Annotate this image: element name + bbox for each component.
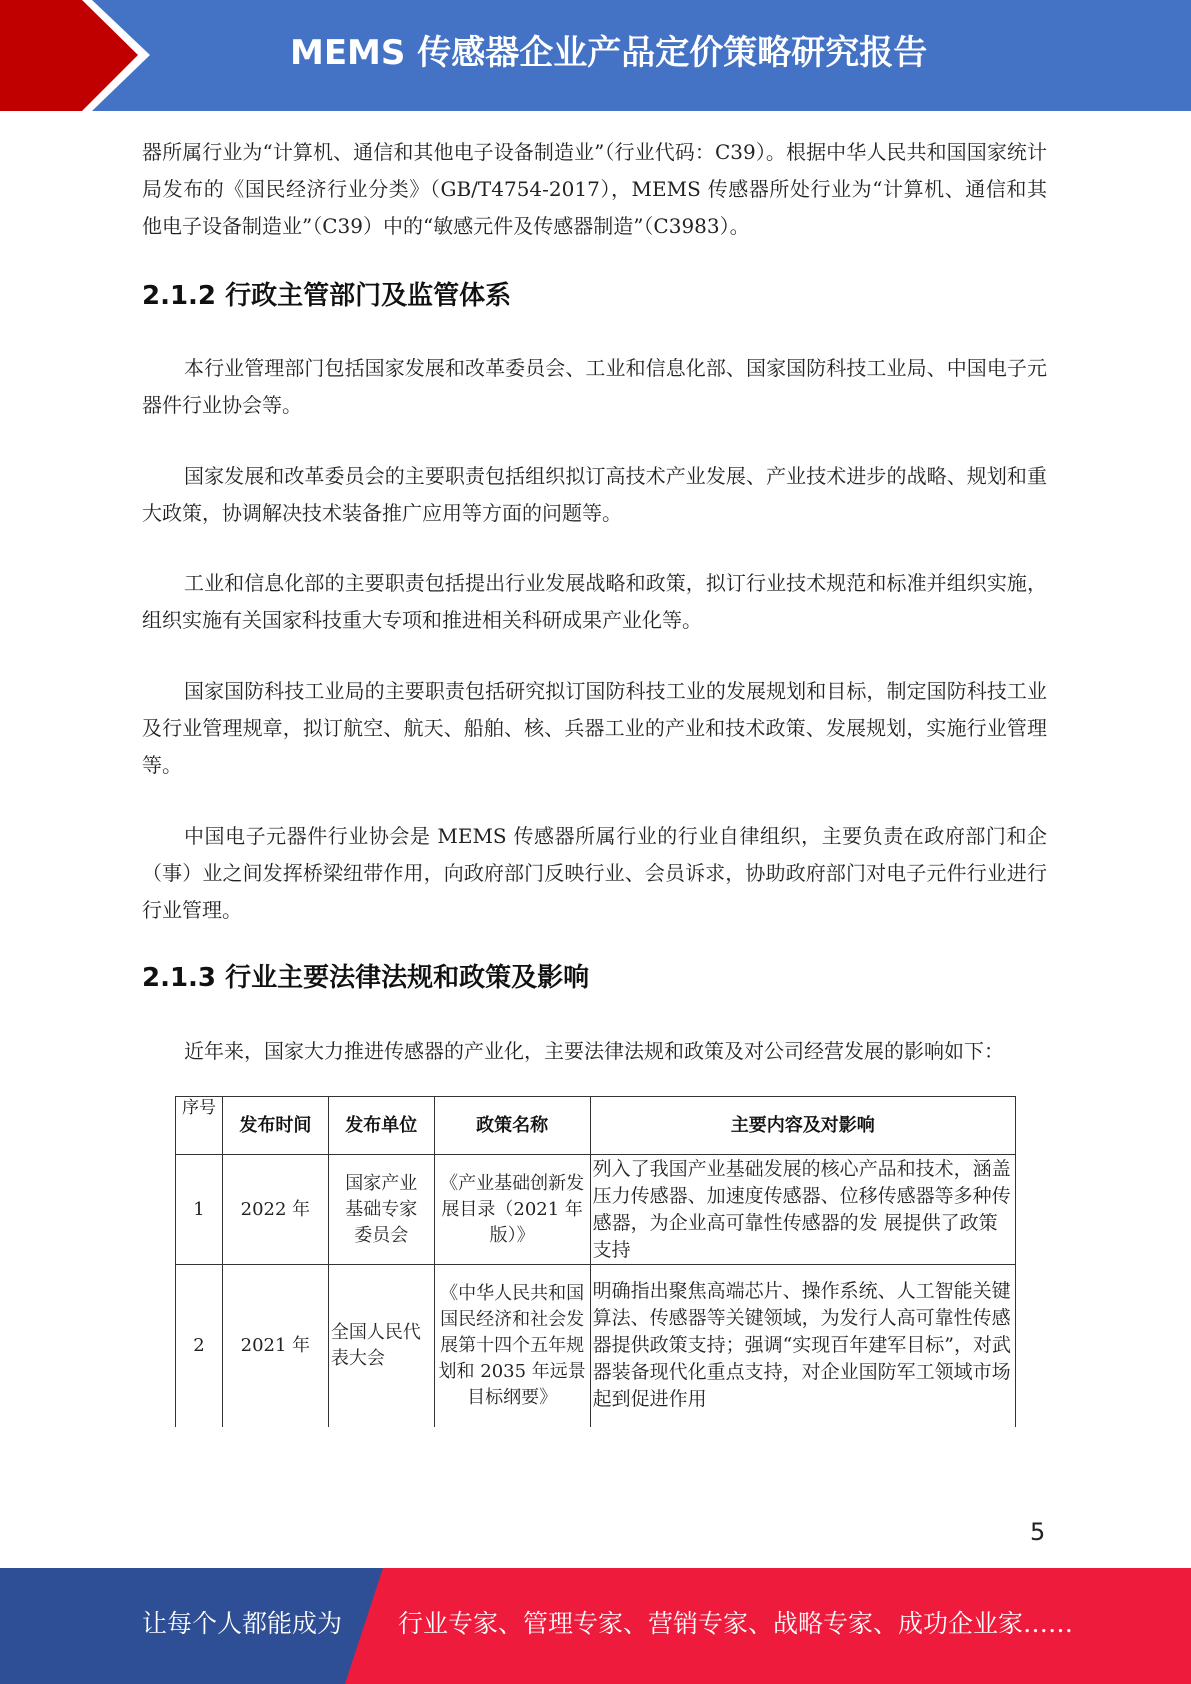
page-number: 5 [1030,1518,1046,1546]
paragraph-ndrc: 国家发展和改革委员会的主要职责包括组织拟订高技术产业发展、产业技术进步的战略、规划和重大政策，协调解决技术装备推广应用等方面的问题等。 [142,464,1047,525]
column-header-date: 发布时间 [222,1097,328,1155]
column-header-content: 主要内容及对影响 [590,1097,1015,1155]
paragraph-policy-intro: 近年来，国家大力推进传感器的产业化，主要法律法规和政策及对公司经营发展的影响如下： [184,1039,1004,1063]
paragraph-ceca: 中国电子元器件行业协会是 MEMS 传感器所属行业的行业自律组织，主要负责在政府部门和企（事）业之间发挥桥梁纽带作用，向政府部门反映行业、会员诉求，协助政府部门对电子元件行业进行行业管理。 [142,824,1047,922]
section-heading-2-1-3: 2.1.3 行业主要法律法规和政策及影响 [142,963,590,993]
column-header-no: 序号 [176,1097,223,1155]
policy-table [175,1096,1016,1427]
table-row [176,1265,1016,1427]
column-header-policy: 政策名称 [434,1097,590,1155]
section-heading-2-1-2: 2.1.2 行政主管部门及监管体系 [142,281,512,311]
row-content: 列入了我国产业基础发展的核心产品和技术，涵盖压力传感器、加速度传感器、位移传感器等多种传感器，为企业高可靠性传感器的发 展提供了政策支持 [590,1155,1015,1265]
row-date: 2022 年 [222,1155,328,1265]
paragraph-management-departments: 本行业管理部门包括国家发展和改革委员会、工业和信息化部、国家国防科技工业局、中国电子元器件行业协会等。 [142,356,1047,417]
row-issuer: 全国人民代表大会 [328,1265,434,1427]
row-date: 2021 年 [222,1265,328,1427]
row-policy: 《产业基础创新发展目录（2021 年版）》 [434,1155,590,1265]
paragraph-miit: 工业和信息化部的主要职责包括提出行业发展战略和政策，拟订行业技术规范和标准并组织实施，组织实施有关国家科技重大专项和推进相关科研成果产业化等。 [142,571,1047,632]
header-red-arrow-icon [0,0,150,111]
column-header-issuer: 发布单位 [328,1097,434,1155]
row-number: 1 [176,1155,223,1265]
row-content: 明确指出聚焦高端芯片、操作系统、人工智能关键算法、传感器等关键领域，为发行人高可靠性传感器提供政策支持；强调“实现百年建军目标”，对武器装备现代化重点支持，对企业国防军工领域市场起到促进作用 [590,1265,1015,1427]
row-issuer: 国家产业基础专家委员会 [328,1155,434,1265]
paragraph-sastind: 国家国防科技工业局的主要职责包括研究拟订国防科技工业的发展规划和目标，制定国防科技工业及行业管理规章，拟订航空、航天、船舶、核、兵器工业的产业和技术政策、发展规划，实施行业管理等。 [142,679,1047,777]
header-banner [0,0,1191,111]
table-header-row [176,1097,1016,1155]
footer-slogan-right: 行业专家、管理专家、营销专家、战略专家、成功企业家…… [398,1609,1074,1638]
footer-slogan-left: 让每个人都能成为 [142,1609,343,1638]
row-number: 2 [176,1265,223,1427]
row-policy: 《中华人民共和国国民经济和社会发展第十四个五年规划和 2035 年远景目标纲要》 [434,1265,590,1427]
table-row [176,1155,1016,1265]
footer-banner [0,1568,1191,1684]
intro-paragraph: 器所属行业为“计算机、通信和其他电子设备制造业”（行业代码：C39）。根据中华人民共和国国家统计局发布的《国民经济行业分类》（GB/T4754-2017），MEMS 传感器所处行业为“计算机、通信和其他电子设备制造业”（C39）中的“敏感元件及传感器制造”（C3983）。 [142,140,1047,238]
report-title: MEMS 传感器企业产品定价策略研究报告 [290,33,928,73]
